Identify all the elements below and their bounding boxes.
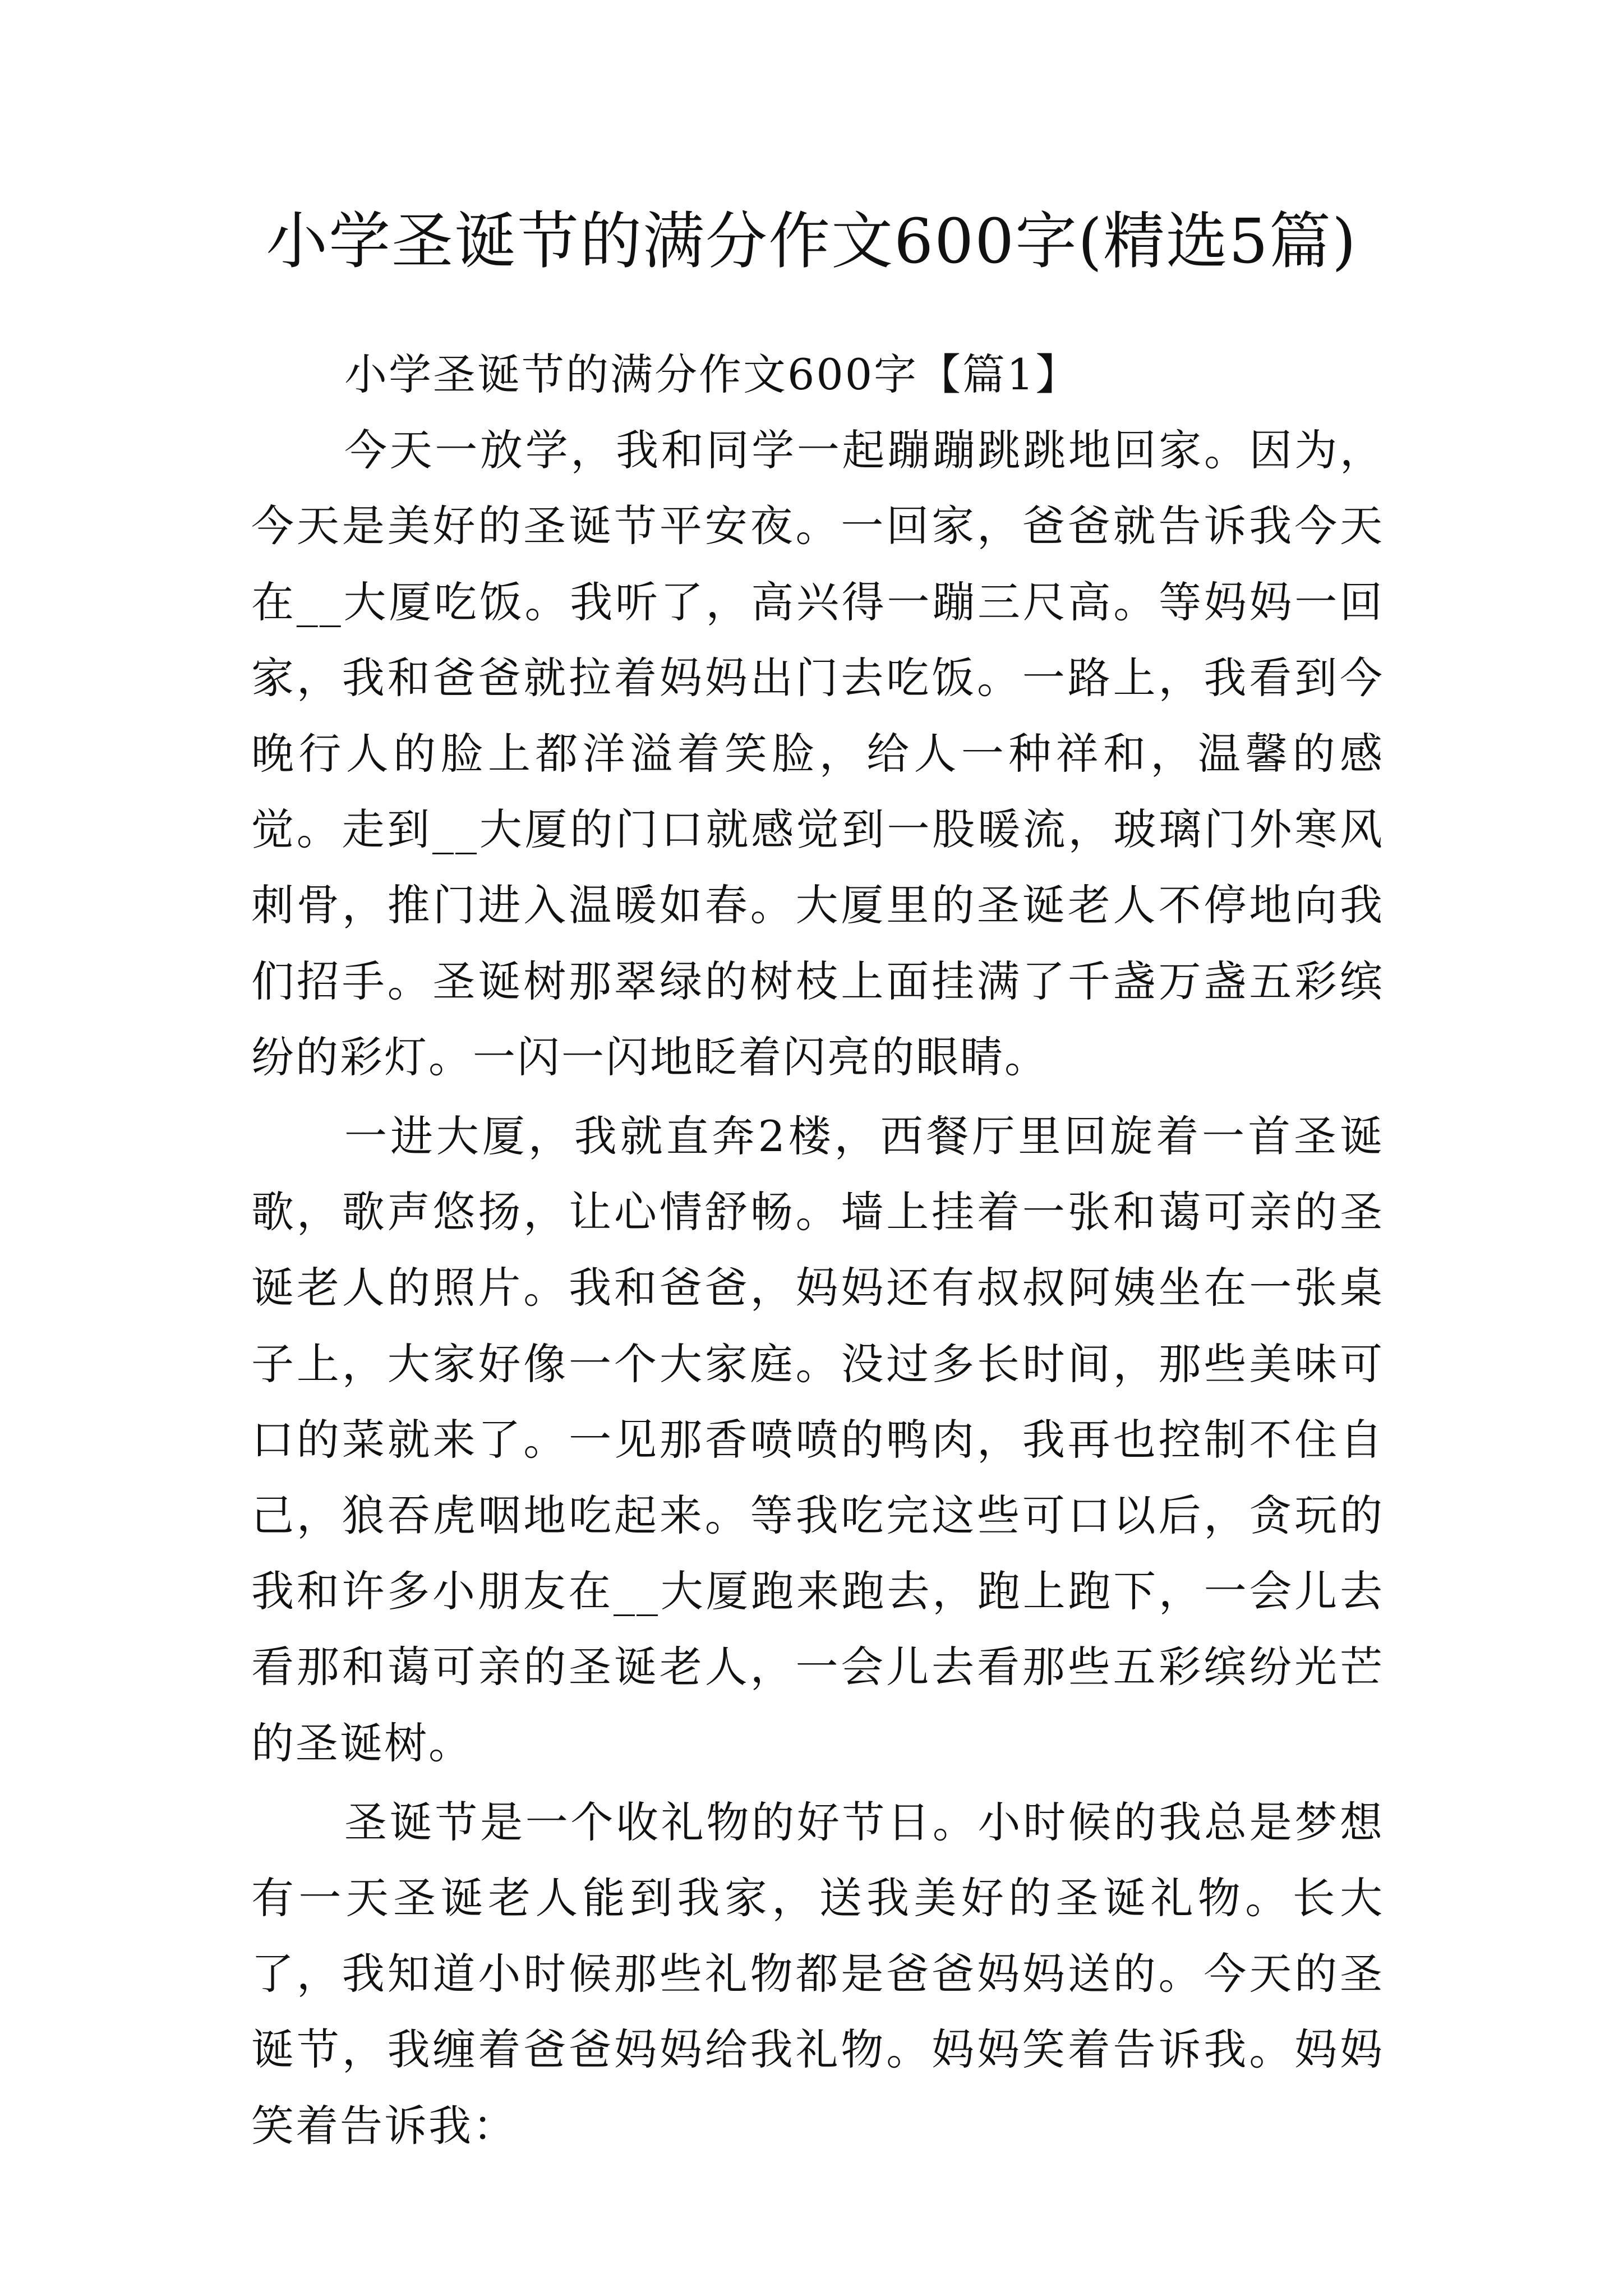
document-title: 小学圣诞节的满分作文600字(精选5篇): [266, 205, 1357, 277]
paragraph-3: 圣诞节是一个收礼物的好节日。小时候的我总是梦想有一天圣诞老人能到我家，送我美好的圣诞礼物。长大了，我知道小时候那些礼物都是爸爸妈妈送的。今天的圣诞节，我缠着爸爸妈妈给我礼物。妈妈笑着告诉我。妈妈笑着告诉我：: [251, 1797, 1384, 2151]
paragraph-1: 今天一放学，我和同学一起蹦蹦跳跳地回家。因为，今天是美好的圣诞节平安夜。一回家，爸爸就告诉我今天在__大厦吃饭。我听了，高兴得一蹦三尺高。等妈妈一回家，我和爸爸就拉着妈妈出门去吃饭。一路上，我看到今晚行人的脸上都洋溢着笑脸，给人一种祥和，温馨的感觉。走到__大厦的门口就感觉到一股暖流，玻璃门外寒风刺骨，推门进入温暖如春。大厦里的圣诞老人不停地向我们招手。圣诞树那翠绿的树枝上面挂满了千盏万盏五彩缤纷的彩灯。一闪一闪地眨着闪亮的眼睛。: [251, 425, 1384, 1082]
section-heading: 小学圣诞节的满分作文600字【篇1】: [344, 349, 1080, 399]
document-body: [251, 337, 1384, 2164]
paragraph-2: 一进大厦，我就直奔2楼，西餐厅里回旋着一首圣诞歌，歌声悠扬，让心情舒畅。墙上挂着一张和蔼可亲的圣诞老人的照片。我和爸爸，妈妈还有叔叔阿姨坐在一张桌子上，大家好像一个大家庭。没过多长时间，那些美味可口的菜就来了。一见那香喷喷的鸭肉，我再也控制不住自己，狼吞虎咽地吃起来。等我吃完这些可口以后，贪玩的我和许多小朋友在__大厦跑来跑去，跑上跑下，一会儿去看那和蔼可亲的圣诞老人，一会儿去看那些五彩缤纷光芒的圣诞树。: [251, 1111, 1384, 1768]
